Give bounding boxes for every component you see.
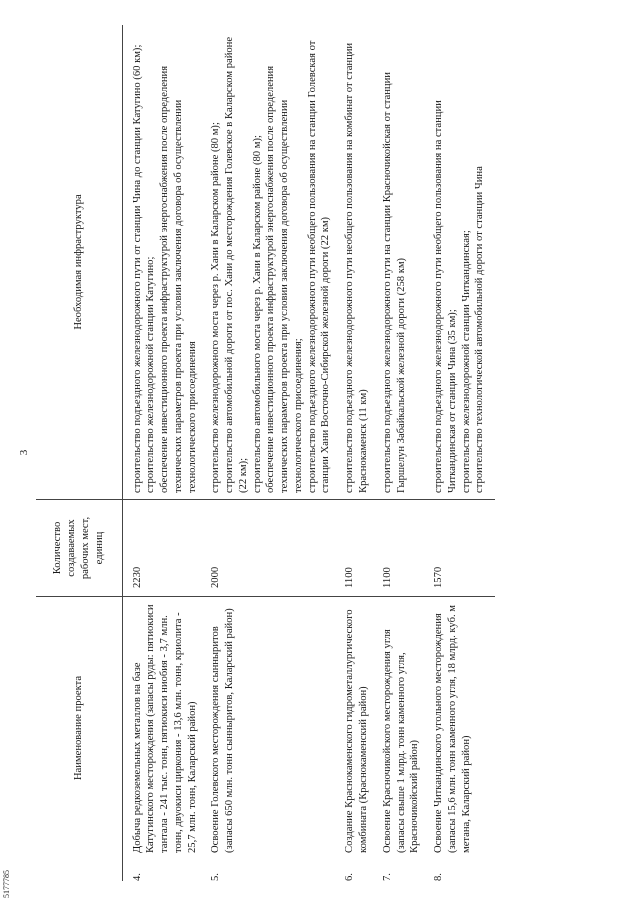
project-name: Создание Краснокаменского гидрометаллургического комбината (Краснокаменский район) xyxy=(344,609,369,853)
jobs-count: 2230 xyxy=(122,500,207,597)
row-number: 8. xyxy=(433,873,445,881)
header-number xyxy=(36,859,122,881)
infrastructure-list xyxy=(122,25,207,500)
jobs-count: 1100 xyxy=(341,500,379,597)
table-row xyxy=(379,25,430,881)
jobs-count: 1570 xyxy=(430,500,495,597)
project-name: Освоение Красночикойского месторождения угля (запасы свыше 1 млрд. тонн каменного угля, Красночикойский район) xyxy=(381,629,421,853)
infrastructure-list xyxy=(430,25,495,500)
infrastructure-list xyxy=(379,25,430,500)
project-name: Освоение Голевского месторождения сынныритов (запасы 650 млн. тонн сынныритов, Каларский район) xyxy=(210,608,236,853)
infrastructure-item: строительство подъездного железнодорожного пути от станции Чина до станции Катугино (60 км); xyxy=(131,44,143,493)
table-row xyxy=(122,25,207,881)
jobs-count: 2000 xyxy=(207,500,341,597)
infrastructure-item: строительство подъездного железнодорожного пути необщего пользования на станции Голевская от станции Хани Восточно-Сибирской железной дороги (22 км) xyxy=(306,40,332,493)
jobs-count: 1100 xyxy=(379,500,430,597)
project-name: Освоение Читкандинского угольного месторождения (запасы 15,6 млн. тонн каменного угля, 18 млрд. куб. м метана, Каларский район) xyxy=(433,605,472,853)
infrastructure-item: строительство подъездного железнодорожного пути необщего пользования на комбинат от станции Краснокаменск (11 км) xyxy=(344,42,369,493)
header-project-name: Наименование проекта xyxy=(36,597,122,860)
page-number: 3 xyxy=(18,449,30,456)
infrastructure-item: строительство железнодорожной станции Читкандинская; xyxy=(460,230,472,493)
infrastructure-item: строительство технологической автомобильной дороги от станции Чина xyxy=(474,166,486,493)
infrastructure-item: обеспечение инвестиционного проекта инфраструктурой энергоснабжения после определения технических параметров проекта при условии заключения договора об осуществлении технологического присоединения xyxy=(159,65,198,493)
project-name: Добыча редкоземельных металлов на базе Катугинского месторождения (запасы руды: пятиокиси тантала - 241 тыс. тонн, пятиокиси ниобия - 3,7 млн. тонн, двуокиси циркония - 13,6 млн. тонн, криолита - 25,7 млн. тонн, Каларский район) xyxy=(131,604,198,853)
table-row xyxy=(341,25,379,881)
row-number: 6. xyxy=(344,873,356,881)
header-jobs: Количество создаваемых рабочих мест, единиц xyxy=(36,500,122,597)
infrastructure-list xyxy=(207,25,341,500)
infrastructure-list xyxy=(341,25,379,500)
infrastructure-item: строительство железнодорожного моста через р. Хани в Каларском районе (80 м); xyxy=(210,122,222,493)
row-number: 7. xyxy=(381,873,393,881)
infrastructure-item: строительство автомобильного моста через р. Хани в Каларском районе (80 м); xyxy=(251,135,263,493)
document-code: 5177785 xyxy=(2,870,11,898)
table-body xyxy=(122,25,495,881)
infrastructure-item: строительство подъездного железнодорожного пути необщего пользования на станции Читкандинская от станции Чина (35 км); xyxy=(433,100,458,493)
table-header-row xyxy=(36,25,122,881)
infrastructure-item: строительство подъездного железнодорожного пути на станции Красночикойская от станции Гыршелун Забайкальской железной дороги (258 км) xyxy=(381,72,407,493)
infrastructure-item: строительство железнодорожной станции Катугино; xyxy=(145,256,157,493)
projects-table xyxy=(36,25,495,881)
header-infrastructure: Необходимая инфраструктура xyxy=(36,25,122,500)
infrastructure-item: обеспечение инвестиционного проекта инфраструктурой энергоснабжения после определения технических параметров проекта при условии заключения договора об осуществлении технологического присоединения; xyxy=(265,65,304,493)
table-row xyxy=(207,25,341,881)
row-number: 4. xyxy=(131,873,143,881)
row-number: 5. xyxy=(210,873,222,881)
table-row xyxy=(430,25,495,881)
infrastructure-item: строительство автомобильной дороги от пос. Хани до месторождения Голевское в Каларском районе (22 км); xyxy=(224,36,249,493)
